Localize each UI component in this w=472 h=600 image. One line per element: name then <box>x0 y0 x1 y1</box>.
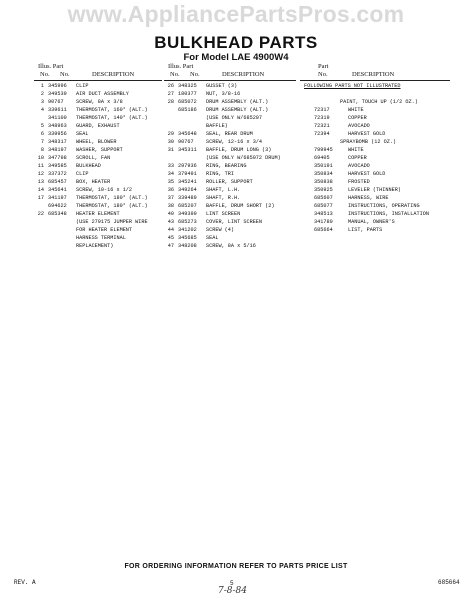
illus-number: 30 <box>167 139 174 145</box>
column-2-header-ill-no: No. <box>170 71 180 78</box>
column-1-header-rule <box>34 80 162 81</box>
part-description: SEAL <box>206 235 219 241</box>
part-number: 350191 <box>314 163 333 169</box>
illus-number: 5 <box>40 123 44 129</box>
illus-number: 7 <box>40 139 44 145</box>
column-1-header-part-no: No. <box>60 71 70 78</box>
part-number: 341202 <box>178 227 197 233</box>
watermark-text: www.AppliancePartsPros.com <box>67 1 405 27</box>
part-description: SCREW, 12-16 x 3/4 <box>206 139 263 145</box>
part-description: COPPER <box>348 155 367 161</box>
column-3-header-rule <box>300 80 450 81</box>
part-description: BOX, HEATER <box>76 179 111 185</box>
part-description: WHITE <box>348 147 364 153</box>
illus-number: 6 <box>40 131 44 137</box>
part-description: HEATER ELEMENT <box>76 211 120 217</box>
part-number: 341100 <box>48 115 67 121</box>
part-number: 345641 <box>48 187 67 193</box>
illus-number: 12 <box>37 171 44 177</box>
part-description: LINT SCREEN <box>206 211 241 217</box>
part-number: 90767 <box>178 139 194 145</box>
part-description: SCREW, 8A x 3/8 <box>76 99 123 105</box>
column-2-header-description: DESCRIPTION <box>222 71 265 78</box>
column-3-header-description: DESCRIPTION <box>352 71 395 78</box>
part-description: HARVEST GOLD <box>348 131 386 137</box>
part-number: 180377 <box>178 91 197 97</box>
part-description: INSTRUCTIONS, OPERATING <box>348 203 420 209</box>
illus-number: 26 <box>167 83 174 89</box>
part-number: 685186 <box>178 107 197 113</box>
part-number: 348513 <box>314 211 333 217</box>
illus-number: 47 <box>167 243 174 249</box>
column-2-header-illus-part: Illus. Part <box>168 63 194 70</box>
part-description: BAFFLE, DRUM LONG (3) <box>206 147 272 153</box>
page-title: BULKHEAD PARTS <box>154 33 318 52</box>
part-number: 90767 <box>48 99 64 105</box>
revision-label: REV. A <box>14 579 36 586</box>
column-1-header-ill-no: No. <box>40 71 50 78</box>
column-3-header-part-no: No. <box>318 71 328 78</box>
illus-number: 2 <box>40 91 44 97</box>
part-number: 349585 <box>48 163 67 169</box>
part-number: 339956 <box>48 131 67 137</box>
ordering-info-note: FOR ORDERING INFORMATION REFER TO PARTS PRICE LIST <box>124 563 348 570</box>
parts-column-2 <box>164 82 296 282</box>
part-number: 337372 <box>48 171 67 177</box>
part-description: GUSSET (3) <box>206 83 238 89</box>
part-description: REPLACEMENT) <box>76 243 114 249</box>
illus-number: 10 <box>37 155 44 161</box>
illus-number: 4 <box>40 107 44 113</box>
part-description: BULKHEAD <box>76 163 101 169</box>
part-description: SHAFT, L.H. <box>206 187 241 193</box>
part-description: DRUM ASSEMBLY (ALT.) <box>206 107 269 113</box>
part-description: CLIP <box>76 83 89 89</box>
part-number: 72317 <box>314 107 330 113</box>
document-number: 685664 <box>438 579 460 586</box>
handwritten-note: 7-8-84 <box>218 586 247 596</box>
part-description: INSTRUCTIONS, INSTALLATION <box>348 211 429 217</box>
illus-number: 40 <box>167 211 174 217</box>
illus-number: 22 <box>37 211 44 217</box>
part-description: WHITE <box>348 107 364 113</box>
part-number: 345311 <box>178 147 197 153</box>
part-description: ROLLER, SUPPORT <box>206 179 253 185</box>
illus-number: 45 <box>167 235 174 241</box>
part-description: DRUM ASSEMBLY (ALT.) <box>206 99 269 105</box>
part-number: 341197 <box>48 195 67 201</box>
parts-column-1 <box>34 82 162 282</box>
part-description: SCREW, 8A x 5/16 <box>206 243 256 249</box>
part-description: RING, TRI <box>206 171 235 177</box>
part-description: WASHER, SUPPORT <box>76 147 123 153</box>
part-number: 345996 <box>48 83 67 89</box>
part-description: SCREW (4) <box>206 227 235 233</box>
watermark-banner <box>0 0 472 26</box>
illus-number: 27 <box>167 91 174 97</box>
part-number: 72394 <box>314 131 330 137</box>
illus-number: 35 <box>167 179 174 185</box>
part-number: 350838 <box>314 179 333 185</box>
part-description: HARVEST GOLD <box>348 171 386 177</box>
column-1-header-description: DESCRIPTION <box>92 71 135 78</box>
part-description: HARNESS, WIRE <box>348 195 389 201</box>
page-number: 5 <box>230 580 234 587</box>
illus-number: 14 <box>37 187 44 193</box>
illus-number: 38 <box>167 203 174 209</box>
part-number: 685664 <box>314 227 333 233</box>
part-number: 685607 <box>314 195 333 201</box>
illus-number: 34 <box>167 171 174 177</box>
part-description: SCREW, 10-16 x 1/2 <box>76 187 133 193</box>
part-number: 348208 <box>178 243 197 249</box>
part-number: 350925 <box>314 187 333 193</box>
column-2-header-part-no: No. <box>190 71 200 78</box>
column-3-header-part: Part <box>318 63 329 70</box>
part-description: (USE ONLY W/685072 DRUM) <box>206 155 281 161</box>
part-description: AVOCADO <box>348 163 370 169</box>
part-description: SPRAYBOMB (12 OZ.) <box>340 139 397 145</box>
illus-number: 29 <box>167 131 174 137</box>
illus-number: 37 <box>167 195 174 201</box>
part-description: BAFFLE, DRUM SHORT (2) <box>206 203 275 209</box>
part-description: LIST, PARTS <box>348 227 383 233</box>
part-number: 72321 <box>314 123 330 129</box>
illus-number: 36 <box>167 187 174 193</box>
part-description: THERMOSTAT, 180° (ALT.) <box>76 203 148 209</box>
part-description: AVOCADO <box>348 123 370 129</box>
part-number: 349264 <box>178 187 197 193</box>
part-number: 685077 <box>314 203 333 209</box>
illus-number: 8 <box>40 147 44 153</box>
part-number: 685457 <box>48 179 67 185</box>
part-number: 345241 <box>178 179 197 185</box>
part-number: 348197 <box>48 147 67 153</box>
part-number: 297936 <box>178 163 197 169</box>
illus-number: 28 <box>167 99 174 105</box>
part-description: SHAFT, R.H. <box>206 195 241 201</box>
part-description: (USE 279175 JUMPER WIRE <box>76 219 148 225</box>
part-number: 348317 <box>48 139 67 145</box>
part-description: THERMOSTAT, 140° (ALT.) <box>76 115 148 121</box>
part-number: 339489 <box>178 195 197 201</box>
part-number: 69405 <box>314 155 330 161</box>
part-number: 348963 <box>48 123 67 129</box>
illus-number: 33 <box>167 163 174 169</box>
part-number: 379491 <box>178 171 197 177</box>
column-2-header-rule <box>164 80 296 81</box>
part-number: 799945 <box>314 147 333 153</box>
part-number: 348325 <box>178 83 197 89</box>
part-description: RING, BEARING <box>206 163 247 169</box>
part-number: 694622 <box>48 203 67 209</box>
part-number: 685072 <box>178 99 197 105</box>
part-description: THERMOSTAT, 180° (ALT.) <box>76 195 148 201</box>
part-description: NUT, 3/8-16 <box>206 91 241 97</box>
part-description: LEVELER (THINNER) <box>348 187 401 193</box>
part-description: AIR DUCT ASSEMBLY <box>76 91 129 97</box>
part-number: 349399 <box>178 211 197 217</box>
part-description: WHEEL, BLOWER <box>76 139 117 145</box>
illus-number: 13 <box>37 179 44 185</box>
part-description: FOR HEATER ELEMENT <box>76 227 133 233</box>
part-number: 350834 <box>314 171 333 177</box>
part-number: 345648 <box>178 131 197 137</box>
part-number: 685273 <box>178 219 197 225</box>
part-description: COPPER <box>348 115 367 121</box>
illus-number: 17 <box>37 195 44 201</box>
column-1-header-illus-part: Illus. Part <box>38 63 64 70</box>
part-description: HARNESS TERMINAL <box>76 235 126 241</box>
illus-number: 43 <box>167 219 174 225</box>
part-number: 347798 <box>48 155 67 161</box>
illus-number: 1 <box>40 83 44 89</box>
part-description: PAINT, TOUCH UP (1/2 OZ.) <box>340 99 418 105</box>
part-description: MANUAL, OWNER'S <box>348 219 395 225</box>
model-subtitle: For Model LAE 4900W4 <box>183 52 289 63</box>
part-number: 341780 <box>314 219 333 225</box>
part-description: SCROLL, FAN <box>76 155 111 161</box>
parts-column-3 <box>304 82 454 282</box>
illus-number: 44 <box>167 227 174 233</box>
part-description: SEAL <box>76 131 89 137</box>
part-description: (USE ONLY W/685207 <box>206 115 263 121</box>
part-number: 685207 <box>178 203 197 209</box>
part-description: FROSTED <box>348 179 370 185</box>
illus-number: 3 <box>40 99 44 105</box>
part-description: CLIP <box>76 171 89 177</box>
illus-number: 31 <box>167 147 174 153</box>
part-number: 345685 <box>178 235 197 241</box>
part-description: SEAL, REAR DRUM <box>206 131 253 137</box>
part-number: 349539 <box>48 91 67 97</box>
part-description: GUARD, EXHAUST <box>76 123 120 129</box>
part-description: THERMOSTAT, 160° (ALT.) <box>76 107 148 113</box>
part-number: 339611 <box>48 107 67 113</box>
illus-number: 11 <box>37 163 44 169</box>
part-description: BAFFLE) <box>206 123 228 129</box>
part-number: 685348 <box>48 211 67 217</box>
part-number: 72319 <box>314 115 330 121</box>
part-description: COVER, LINT SCREEN <box>206 219 263 225</box>
part-description: FOLLOWING PARTS NOT ILLUSTRATED <box>304 83 401 89</box>
